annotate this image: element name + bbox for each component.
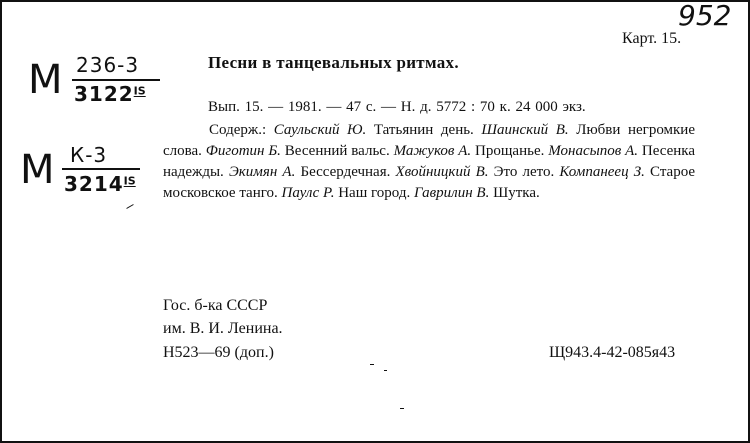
imprint-line: Вып. 15. — 1981. — 47 с. — Н. д. 5772 : 70 к. 24 000 экз.: [208, 99, 586, 115]
contents-block: [163, 120, 695, 204]
content-work: Старое московское танго.: [163, 164, 696, 201]
shelfmark-2-rule: [62, 168, 140, 170]
shelfmark-2-bottom: 3214: [64, 172, 124, 196]
shelfmark-2-letter: М: [20, 147, 55, 193]
content-author: Мажуков А.: [393, 143, 472, 159]
content-work: Татьянин день.: [373, 122, 474, 138]
shelfmark-1-rule: [72, 79, 160, 81]
shelfmark-2-top: К-3: [70, 143, 108, 167]
shelfmark-1-bottom-wrap: [74, 84, 146, 104]
content-entry: [229, 164, 390, 180]
card-title: Песни в танцевальных ритмах.: [208, 53, 459, 72]
content-work: Весенний вальс.: [284, 143, 390, 159]
shelfmark-2-sup: IS: [123, 174, 136, 188]
content-author: Монасыпов А.: [548, 143, 639, 159]
content-author: Хвойницкий В.: [395, 164, 489, 180]
content-entry: [206, 143, 390, 159]
card-code: Н523—69 (доп.): [163, 344, 274, 361]
speck: [400, 408, 404, 409]
content-author: Паулс Р.: [281, 185, 335, 201]
shelfmark-1-letter: М: [28, 57, 63, 103]
content-author: Экимян А.: [228, 164, 296, 180]
shelfmark-1-bottom: 3122: [74, 82, 134, 106]
shelfmark-2-bottom-wrap: [64, 174, 136, 194]
classification-index: Щ943.4-42-085я43: [549, 344, 676, 361]
content-entry: [414, 185, 540, 201]
contents-label: Содерж.:: [209, 122, 267, 138]
content-author: Гаврилин В.: [414, 185, 490, 201]
content-work: Наш город.: [338, 185, 411, 201]
shelfmark-1-sup: IS: [133, 84, 146, 98]
speck: [384, 370, 387, 371]
content-author: Компанеец З.: [559, 164, 645, 180]
content-work: Любви негромкие слова.: [163, 122, 695, 159]
library-line-1: Гос. б-ка СССР: [163, 297, 268, 314]
content-work: Бессердечная.: [300, 164, 391, 180]
content-entry: [394, 143, 545, 159]
content-work: Прощанье.: [475, 143, 545, 159]
pen-mark: [126, 204, 133, 209]
library-line-2: им. В. И. Ленина.: [163, 320, 283, 337]
corner-number: 952: [678, 0, 732, 32]
card-number: Карт. 15.: [622, 30, 682, 47]
content-entry: [396, 164, 555, 180]
content-work: Это лето.: [493, 164, 555, 180]
speck: [370, 364, 374, 365]
content-author: Саульский Ю.: [273, 122, 367, 138]
shelfmark-1-top: 236-3: [76, 53, 140, 77]
content-author: Шаинский В.: [481, 122, 569, 138]
content-author: Фиготин Б.: [205, 143, 281, 159]
content-work: Песенка надежды.: [163, 143, 696, 180]
content-work: Шутка.: [493, 185, 540, 201]
content-entry: [274, 122, 474, 138]
content-entry: [282, 185, 411, 201]
